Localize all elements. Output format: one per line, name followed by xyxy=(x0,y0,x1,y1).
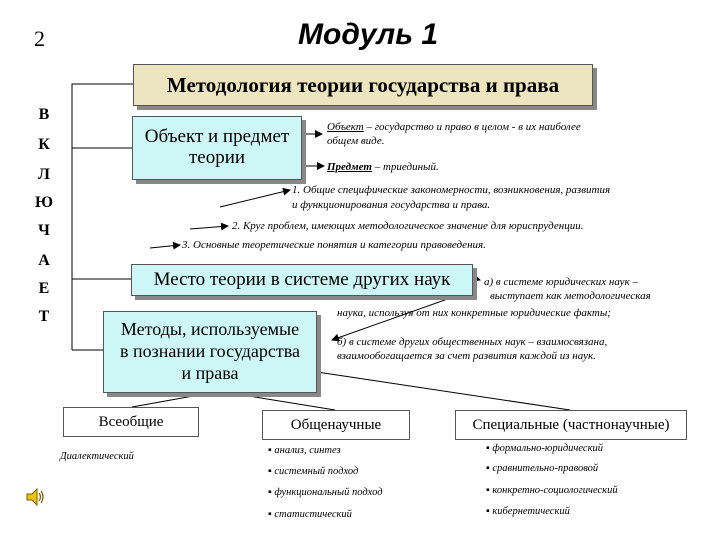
special-method-item: ▪ конкретно-социологический xyxy=(486,485,618,496)
speaker-icon[interactable] xyxy=(24,486,46,508)
object-subject-box xyxy=(132,116,302,180)
method-item-text: системный подход xyxy=(274,466,359,477)
special-method-item: ▪ формально-юридический xyxy=(486,443,603,454)
slide-number: 2 xyxy=(34,26,45,51)
special-method-item: ▪ сравнительно-правовой xyxy=(486,463,599,474)
side-letter: А xyxy=(38,252,50,269)
method-item-text: сравнительно-правовой xyxy=(492,463,599,474)
scientific-method-item: ▪ анализ, синтез xyxy=(268,445,341,456)
object-note-text: общем виде. xyxy=(327,135,385,147)
scientific-method-item: ▪ системный подход xyxy=(268,466,359,477)
methods-to-general xyxy=(132,393,210,407)
place-note-line: а) в системе юридических наук – xyxy=(484,276,638,288)
general-methods-box: Всеобщие xyxy=(63,407,199,437)
place-note-b xyxy=(337,335,697,363)
method-item-text: анализ, синтез xyxy=(274,445,341,456)
special-method-item: ▪ кибернетический xyxy=(486,506,570,517)
method-item-text: формально-юридический xyxy=(492,443,603,454)
scientific-method-item: ▪ статистический xyxy=(268,509,352,520)
side-letter: В xyxy=(38,106,50,123)
method-item-text: конкретно-социологический xyxy=(492,485,618,496)
object-box-line: Объект и предмет xyxy=(144,126,290,147)
side-letter: Т xyxy=(38,308,50,325)
place-note-line: взаимообогащается за счет развития каждой из наук. xyxy=(337,350,596,362)
object-box-line: теории xyxy=(188,147,246,168)
subject-item: 2. Круг проблем, имеющих методологическое значение для юриспруденции. xyxy=(232,220,584,232)
general-method-item: Диалектический xyxy=(60,451,134,462)
scientific-methods-box: Общенаучные xyxy=(262,410,410,440)
side-letter: К xyxy=(38,136,50,153)
object-note-text: – государство и право в целом - в их наиболее xyxy=(363,121,581,133)
object-note xyxy=(327,120,657,148)
methods-box xyxy=(103,311,317,393)
subject-note xyxy=(327,160,439,174)
subject-item: 1. Общие специфические закономерности, возникновения, развития xyxy=(292,184,611,196)
main-topic-box: Методология теории государства и права xyxy=(133,64,593,106)
side-letter: Ю xyxy=(34,194,53,211)
place-note-line: б) в системе других общественных наук – взаимосвязана, xyxy=(337,336,608,348)
method-item-text: функциональный подход xyxy=(274,487,383,498)
methods-to-special xyxy=(317,372,570,410)
place-note-line: наука, используя от них конкретные юридические факты; xyxy=(337,307,611,319)
side-letter: Е xyxy=(38,280,50,297)
arrow-place-a xyxy=(473,278,480,280)
method-item-text: кибернетический xyxy=(492,506,570,517)
arrow-item-2 xyxy=(190,226,228,229)
arrow-item-1 xyxy=(220,190,290,207)
subject-item: 3. Основные теоретические понятия и категории правоведения. xyxy=(182,239,486,251)
place-note-a xyxy=(484,275,714,303)
methods-box-line: Методы, используемые xyxy=(120,319,300,339)
subject-item: и функционирования государства и права. xyxy=(292,199,491,211)
methods-to-scientific xyxy=(230,393,335,410)
methods-box-line: в познании государства xyxy=(119,341,301,361)
scientific-method-item: ▪ функциональный подход xyxy=(268,487,383,498)
object-term: Объект xyxy=(327,121,364,133)
methods-box-line: и права xyxy=(181,363,239,383)
arrow-item-3 xyxy=(150,245,180,248)
method-item-text: статистический xyxy=(274,509,352,520)
place-note-line: выступает как методологическая xyxy=(490,290,651,302)
side-letter: Л xyxy=(38,166,50,183)
side-letter: Ч xyxy=(38,222,50,239)
special-methods-box: Специальные (частнонаучные) xyxy=(455,410,687,440)
subject-term: Предмет xyxy=(327,161,372,173)
place-in-sciences-box: Место теории в системе других наук xyxy=(131,264,473,296)
subject-note-text: – триединый. xyxy=(371,161,439,173)
slide-title: Модуль 1 xyxy=(298,18,439,51)
